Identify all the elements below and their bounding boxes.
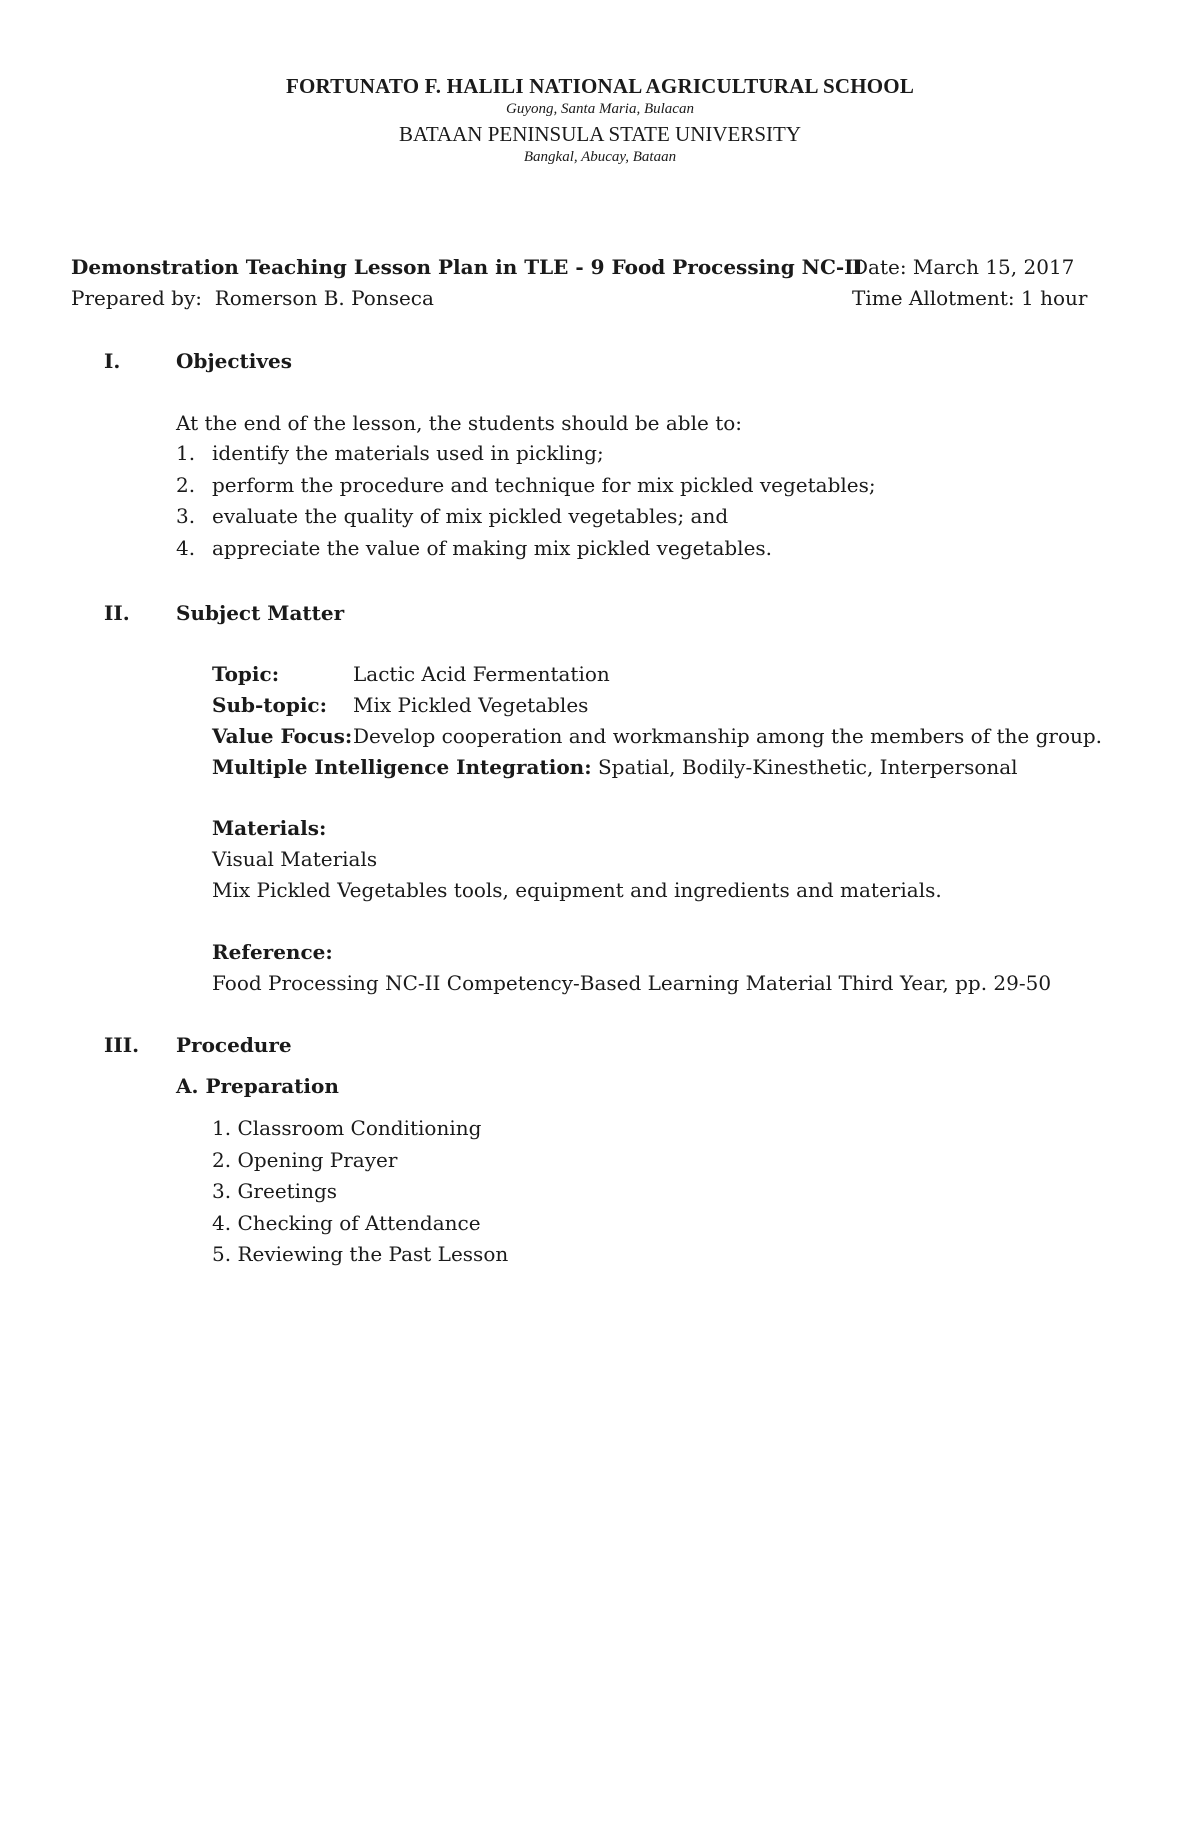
school-name: FORTUNATO F. HALILI NATIONAL AGRICULTURAL SCHOOL: [285, 74, 915, 98]
topic-label: Topic:: [212, 662, 280, 686]
time-allotment: Time Allotment: 1 hour: [852, 286, 1088, 310]
list-item: 1. identify the materials used in pickling;: [176, 441, 604, 465]
prepared-by-label: Prepared by:: [71, 286, 202, 310]
materials-item: Visual Materials: [212, 847, 378, 871]
letterhead: [0, 72, 1200, 167]
section-number: II.: [104, 601, 130, 625]
mi-row: [212, 752, 1018, 784]
prepared-by-name: Romerson B. Ponseca: [214, 286, 434, 310]
preparation-heading: A. Preparation: [176, 1074, 339, 1098]
list-item: 3. Greetings: [212, 1179, 338, 1203]
reference-label: Reference:: [212, 940, 333, 964]
university-name: BATAAN PENINSULA STATE UNIVERSITY: [398, 122, 802, 146]
objectives-list: [176, 438, 876, 564]
list-item: 3. evaluate the quality of mix pickled vegetables; and: [176, 504, 729, 528]
preparation-list: [212, 1113, 508, 1271]
materials-item: Mix Pickled Vegetables tools, equipment and ingredients and materials.: [212, 878, 942, 902]
materials-label: Materials:: [212, 816, 327, 840]
objectives-intro: At the end of the lesson, the students should be able to:: [176, 411, 743, 435]
subtopic-label: Sub-topic:: [212, 693, 327, 717]
reference-value: Food Processing NC-II Competency-Based Learning Material Third Year, pp. 29-50: [212, 971, 1052, 995]
topic-row: [212, 659, 610, 691]
section-number: I.: [104, 349, 121, 373]
list-item: 1. Classroom Conditioning: [212, 1116, 482, 1140]
list-item: 2. Opening Prayer: [212, 1147, 398, 1172]
list-item: 4. appreciate the value of making mix pickled vegetables.: [176, 535, 773, 560]
topic-value: Lactic Acid Fermentation: [353, 662, 610, 686]
section-number: III.: [104, 1033, 140, 1057]
section-title: Objectives: [176, 349, 292, 373]
mi-value: Spatial, Bodily-Kinesthetic, Interpersonal: [597, 755, 1018, 779]
value-focus-row: [212, 721, 1103, 753]
value-focus-label: Value Focus:: [212, 724, 353, 748]
subtopic-value: Mix Pickled Vegetables: [353, 693, 589, 717]
subtopic-row: [212, 690, 589, 722]
lesson-plan-title: Demonstration Teaching Lesson Plan in TLE - 9 Food Processing NC-II: [71, 255, 863, 279]
university-address: Bangkal, Abucay, Bataan: [523, 149, 677, 165]
list-item: 4. Checking of Attendance: [212, 1210, 481, 1235]
school-address: Guyong, Santa Maria, Bulacan: [506, 101, 694, 117]
section-title: Procedure: [176, 1033, 292, 1057]
value-focus-value: Develop cooperation and workmanship among the members of the group.: [353, 724, 1103, 748]
section-title: Subject Matter: [176, 601, 345, 625]
mi-label: Multiple Intelligence Integration:: [212, 755, 592, 779]
list-item: 2. perform the procedure and technique for mix pickled vegetables;: [176, 472, 876, 497]
list-item: 5. Reviewing the Past Lesson: [212, 1242, 509, 1266]
prepared-by: [71, 284, 434, 312]
lesson-date: Date: March 15, 2017: [852, 255, 1075, 279]
